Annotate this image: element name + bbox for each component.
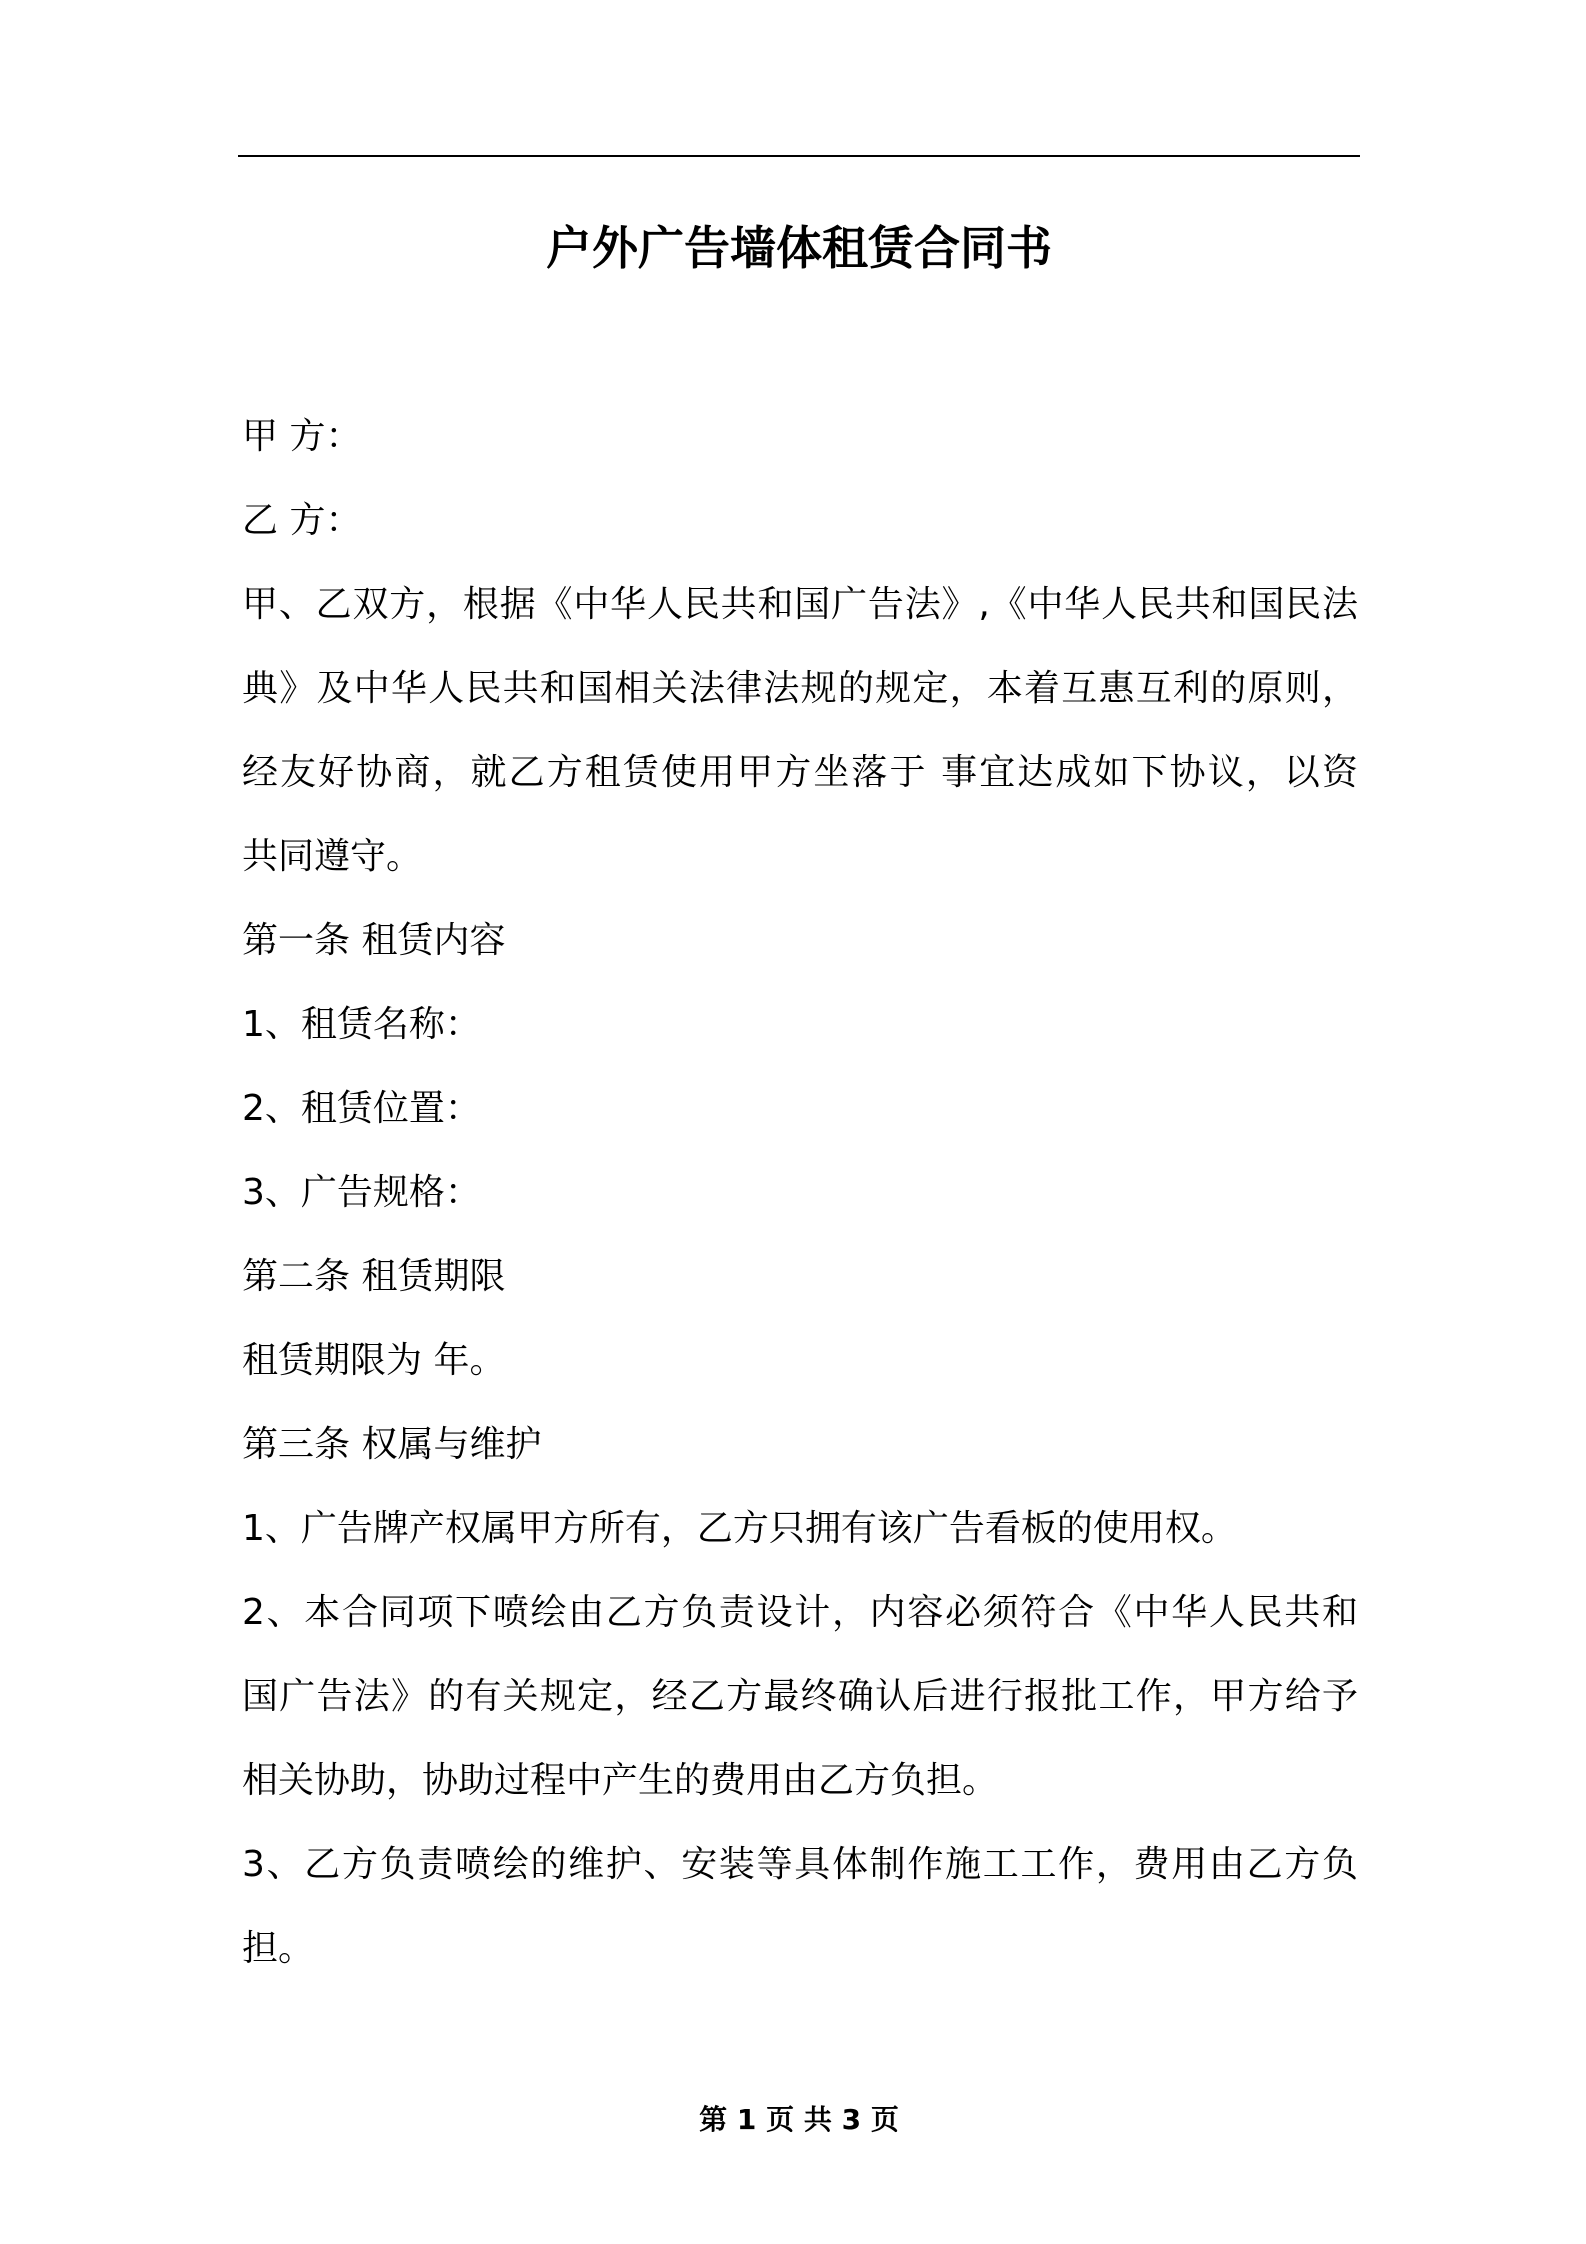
preamble-line: 典》及中华人民共和国相关法律法规的规定，本着互惠互利的原则， <box>242 668 1358 709</box>
document-body <box>242 395 1358 1991</box>
article-3-heading: 第三条 权属与维护 <box>242 1424 542 1465</box>
header-rule <box>238 155 1360 157</box>
document-title: 户外广告墙体租赁合同书 <box>546 221 1052 275</box>
preamble-line: 共同遵守。 <box>242 836 423 877</box>
article-3-item-1: 1、广告牌产权属甲方所有，乙方只拥有该广告看板的使用权。 <box>242 1508 1237 1549</box>
article-3-item-2: 相关协助，协助过程中产生的费用由乙方负担。 <box>242 1760 999 1801</box>
page-number-footer: 第 1 页 共 3 页 <box>699 2103 899 2136</box>
article-1-item: 3、广告规格： <box>242 1172 481 1213</box>
article-3-item-2: 国广告法》的有关规定，经乙方最终确认后进行报批工作，甲方给予 <box>242 1676 1358 1717</box>
preamble-line: 甲、乙双方，根据《中华人民共和国广告法》,《中华人民共和国民法 <box>242 584 1358 625</box>
party-a-line: 甲 方： <box>242 416 362 457</box>
article-3-item-3: 3、乙方负责喷绘的维护、安装等具体制作施工工作，费用由乙方负 <box>242 1844 1358 1885</box>
article-1-item: 1、租赁名称： <box>242 1004 481 1045</box>
article-1-heading: 第一条 租赁内容 <box>242 920 506 961</box>
preamble-line: 经友好协商，就乙方租赁使用甲方坐落于 事宜达成如下协议，以资 <box>242 752 1358 793</box>
article-2-heading: 第二条 租赁期限 <box>242 1256 506 1297</box>
article-1-item: 2、租赁位置： <box>242 1088 481 1129</box>
article-2-text: 租赁期限为 年。 <box>242 1340 506 1381</box>
party-b-line: 乙 方： <box>242 500 362 541</box>
article-3-item-2: 2、本合同项下喷绘由乙方负责设计，内容必须符合《中华人民共和 <box>242 1592 1358 1633</box>
article-3-item-3: 担。 <box>242 1928 315 1969</box>
